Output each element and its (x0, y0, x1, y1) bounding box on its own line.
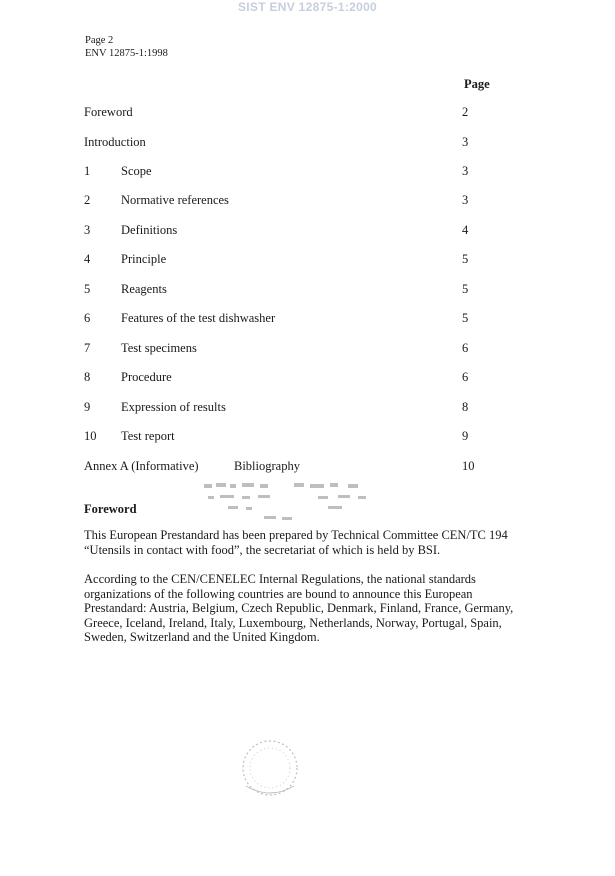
toc-entry-title: Scope (121, 164, 152, 178)
toc-entry-page: 4 (462, 223, 469, 237)
page-number-label: Page 2 (85, 35, 114, 46)
toc-entry-number: 3 (84, 223, 91, 237)
toc-entry-page: 5 (462, 311, 469, 325)
toc-entry-page: 9 (462, 429, 469, 443)
toc-entry-title: Features of the test dishwasher (121, 311, 276, 325)
toc-entry-title: Principle (121, 252, 167, 266)
foreword-heading: Foreword (84, 502, 137, 516)
toc-entry-foreword (0, 105, 615, 123)
toc-entry-title: Foreword (84, 105, 133, 119)
round-seal-graphic (238, 738, 302, 802)
toc-entry-number: 5 (84, 282, 91, 296)
toc-entry (0, 252, 615, 270)
toc-entry (0, 193, 615, 211)
toc-entry-number: 4 (84, 252, 91, 266)
faded-stamp-graphic (198, 478, 388, 524)
toc-entry (0, 311, 615, 329)
toc-entry-title: Normative references (121, 193, 229, 207)
toc-entry-number: 2 (84, 193, 91, 207)
toc-entry-page: 8 (462, 400, 469, 414)
foreword-paragraph-2: According to the CEN/CENELEC Internal Regulations, the national standards organizations of the following countries are bound to announce this European Prestandard: Austria, Belgium, Czech Republic, Denmark, Finland, France, Germany, Greece, Iceland, Ireland, Italy, Luxembourg, Netherlands, Norway, Portugal, Spain, Sweden, Switzerland and the United Kingdom. (84, 572, 514, 645)
toc-entry (0, 341, 615, 359)
toc-entry-page: 5 (462, 282, 469, 296)
toc-entry-page: 10 (462, 459, 475, 473)
toc-entry-title: Test report (121, 429, 175, 443)
toc-entry (0, 223, 615, 241)
toc-entry-page: 6 (462, 341, 469, 355)
toc-entry-number: 6 (84, 311, 91, 325)
toc-entry-title: Test specimens (121, 341, 197, 355)
toc-page-column-heading: Page (464, 77, 490, 91)
toc-entry (0, 370, 615, 388)
toc-entry-number: 10 (84, 429, 97, 443)
toc-entry-number: 9 (84, 400, 91, 414)
toc-entry-page: 2 (462, 105, 469, 119)
toc-entry (0, 429, 615, 447)
toc-entry-page: 6 (462, 370, 469, 384)
toc-entry-introduction (0, 135, 615, 153)
toc-entry (0, 164, 615, 182)
toc-entry-page: 3 (462, 193, 469, 207)
toc-entry-page: 3 (462, 135, 469, 149)
toc-entry-number: Annex A (Informative) (84, 459, 199, 473)
document-reference: ENV 12875-1:1998 (85, 48, 168, 59)
toc-entry-number: 1 (84, 164, 91, 178)
document-watermark: SIST ENV 12875-1:2000 (237, 0, 378, 14)
toc-entry (0, 400, 615, 418)
toc-entry-page: 3 (462, 164, 469, 178)
toc-entry-title: Expression of results (121, 400, 226, 414)
toc-entry-annex (0, 459, 615, 477)
toc-entry (0, 282, 615, 300)
page-header (85, 34, 168, 60)
toc-entry-page: 5 (462, 252, 469, 266)
toc-entry-title: Definitions (121, 223, 178, 237)
toc-entry-title: Introduction (84, 135, 146, 149)
toc-entry-title: Procedure (121, 370, 172, 384)
toc-entry-title: Reagents (121, 282, 167, 296)
foreword-paragraph-1: This European Prestandard has been prepared by Technical Committee CEN/TC 194 “Utensils in contact with food”, the secretariat of which is held by BSI. (84, 528, 508, 557)
toc-entry-number: 7 (84, 341, 91, 355)
toc-entry-title: Bibliography (234, 459, 300, 473)
toc-entry-number: 8 (84, 370, 91, 384)
